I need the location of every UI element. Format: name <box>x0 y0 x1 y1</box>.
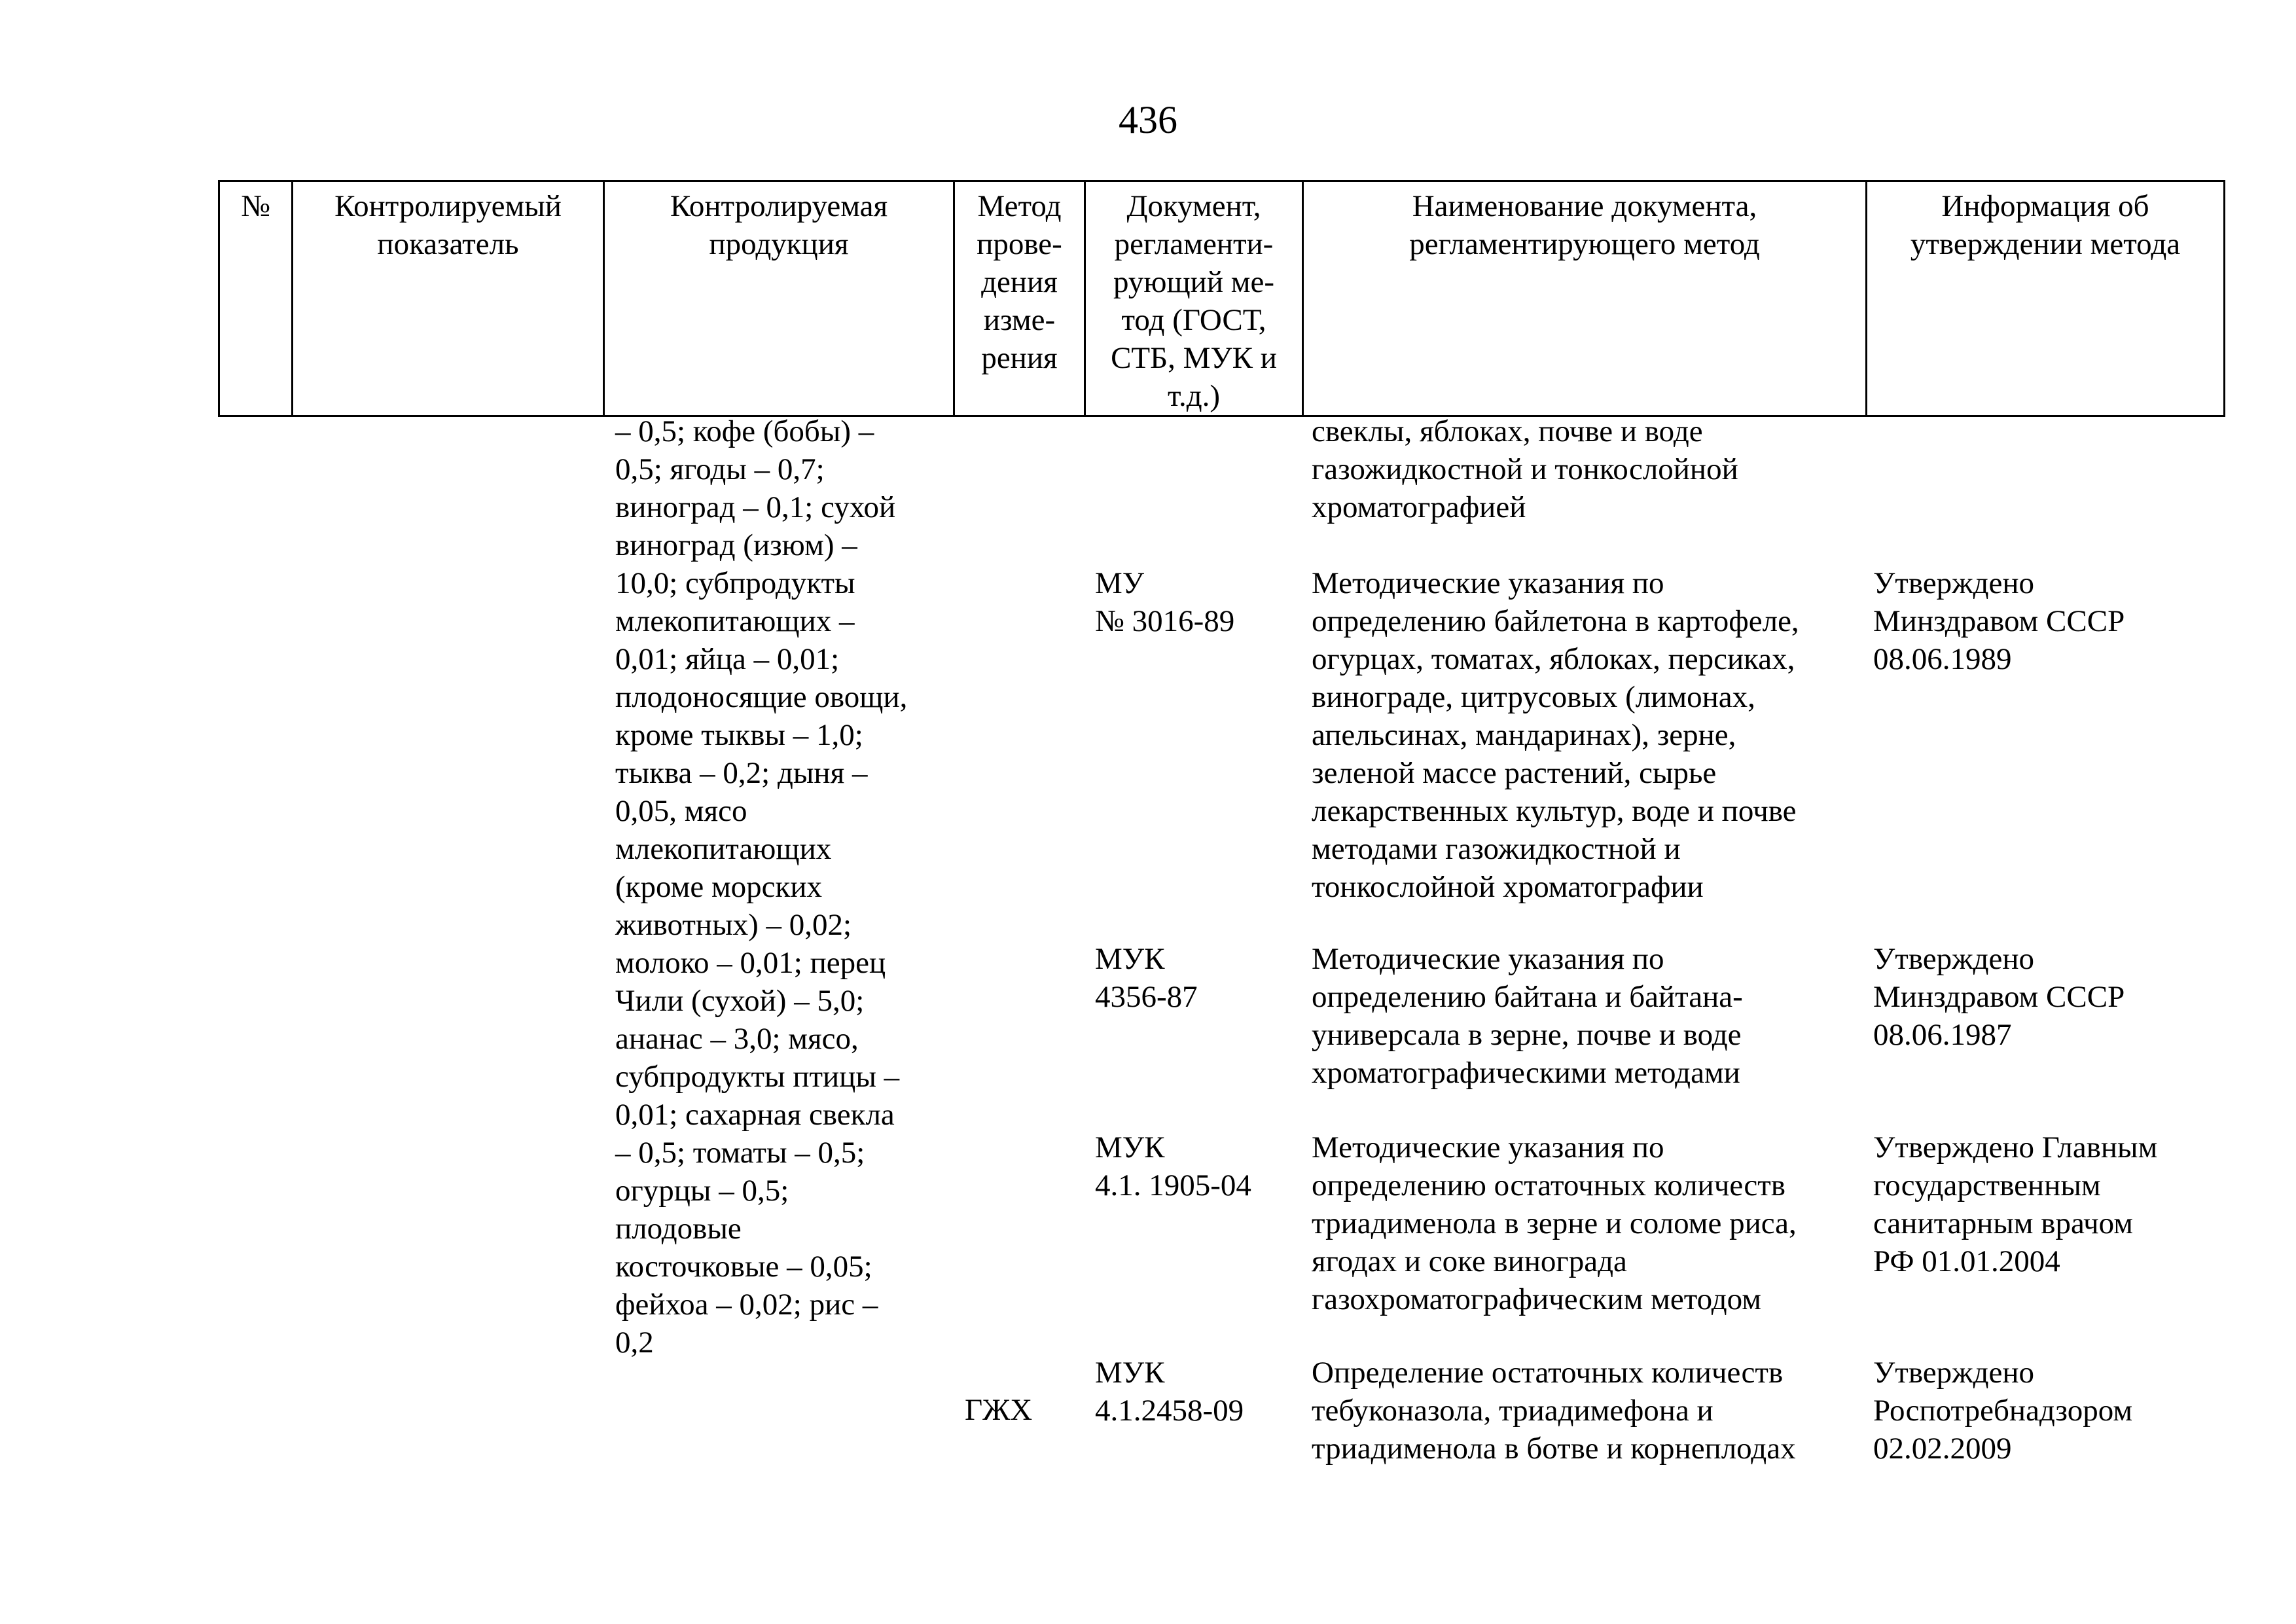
row-3-approval-info: Утверждено Главным государственным санитарным врачом РФ 01.01.2004 <box>1873 1130 2158 1278</box>
header-col-document: Документ, регламенти- рующий ме- тод (ГОСТ, СТБ, МУК и т.д.) <box>1085 181 1303 416</box>
header-col-indicator: Контролируемый показатель <box>293 181 604 416</box>
header-col-document-name: Наименование документа, регламентирующего метод <box>1303 181 1867 416</box>
row-2-document: МУК 4356-87 <box>1095 942 1198 1014</box>
row-4-approval-info: Утверждено Роспотребнадзором 02.02.2009 <box>1873 1356 2133 1466</box>
row-3-document-name: Методические указания по определению остаточных количеств триадименола в зерне и соломе риса, ягодах и соке винограда газохроматографическим методом <box>1312 1130 1797 1316</box>
row-4-document-name: Определение остаточных количеств тебуконазола, триадимефона и триадименола в ботве и корнеплодах <box>1312 1356 1796 1466</box>
row-2-approval-info: Утверждено Минздравом СССР 08.06.1987 <box>1873 942 2125 1052</box>
row-2-document-name: Методические указания по определению байтана и байтана- универсала в зерне, почве и воде хроматографическими методами <box>1312 942 1743 1090</box>
table-header <box>218 180 2225 417</box>
row-3-document: МУК 4.1. 1905-04 <box>1095 1130 1251 1202</box>
row-4-document: МУК 4.1.2458-09 <box>1095 1356 1244 1428</box>
row-1-approval-info: Утверждено Минздравом СССР 08.06.1989 <box>1873 566 2125 676</box>
row-1-document-name: Методические указания по определению байлетона в картофеле, огурцах, томатах, яблоках, персиках, винограде, цитрусовых (лимонах, апельсинах, мандаринах), зерне, зеленой массе растений, сырье лекарственных культур, воде и почве методами газожидкостной и тонкослойной хроматографии <box>1312 566 1799 904</box>
continuation-text: свеклы, яблоках, почве и воде газожидкостной и тонкослойной хроматографией <box>1312 414 1738 524</box>
header-col-number: № <box>219 181 293 416</box>
page-number: 436 <box>1119 98 1177 141</box>
header-col-product: Контролируемая продукция <box>604 181 954 416</box>
row-1-document: МУ № 3016-89 <box>1095 566 1235 638</box>
header-col-approval-info: Информация об утверждении метода <box>1867 181 2225 416</box>
row-4-method: ГЖХ <box>965 1393 1033 1427</box>
header-col-method: Метод прове- дения изме- рения <box>954 181 1085 416</box>
product-text: – 0,5; кофе (бобы) – 0,5; ягоды – 0,7; виноград – 0,1; сухой виноград (изюм) – 10,0; субпродукты млекопитающих – 0,01; яйца – 0,01; плодоносящие овощи, кроме тыквы – 1,0; тыква – 0,2; дыня – 0,05, мясо млекопитающих (кроме морских животных) – 0,02; молоко – 0,01; перец Чили (сухой) – 5,0; ананас – 3,0; мясо, субпродукты птицы – 0,01; сахарная свекла – 0,5; томаты – 0,5; огурцы – 0,5; плодовые косточковые – 0,05; фейхоа – 0,02; рис – 0,2 <box>615 414 908 1360</box>
